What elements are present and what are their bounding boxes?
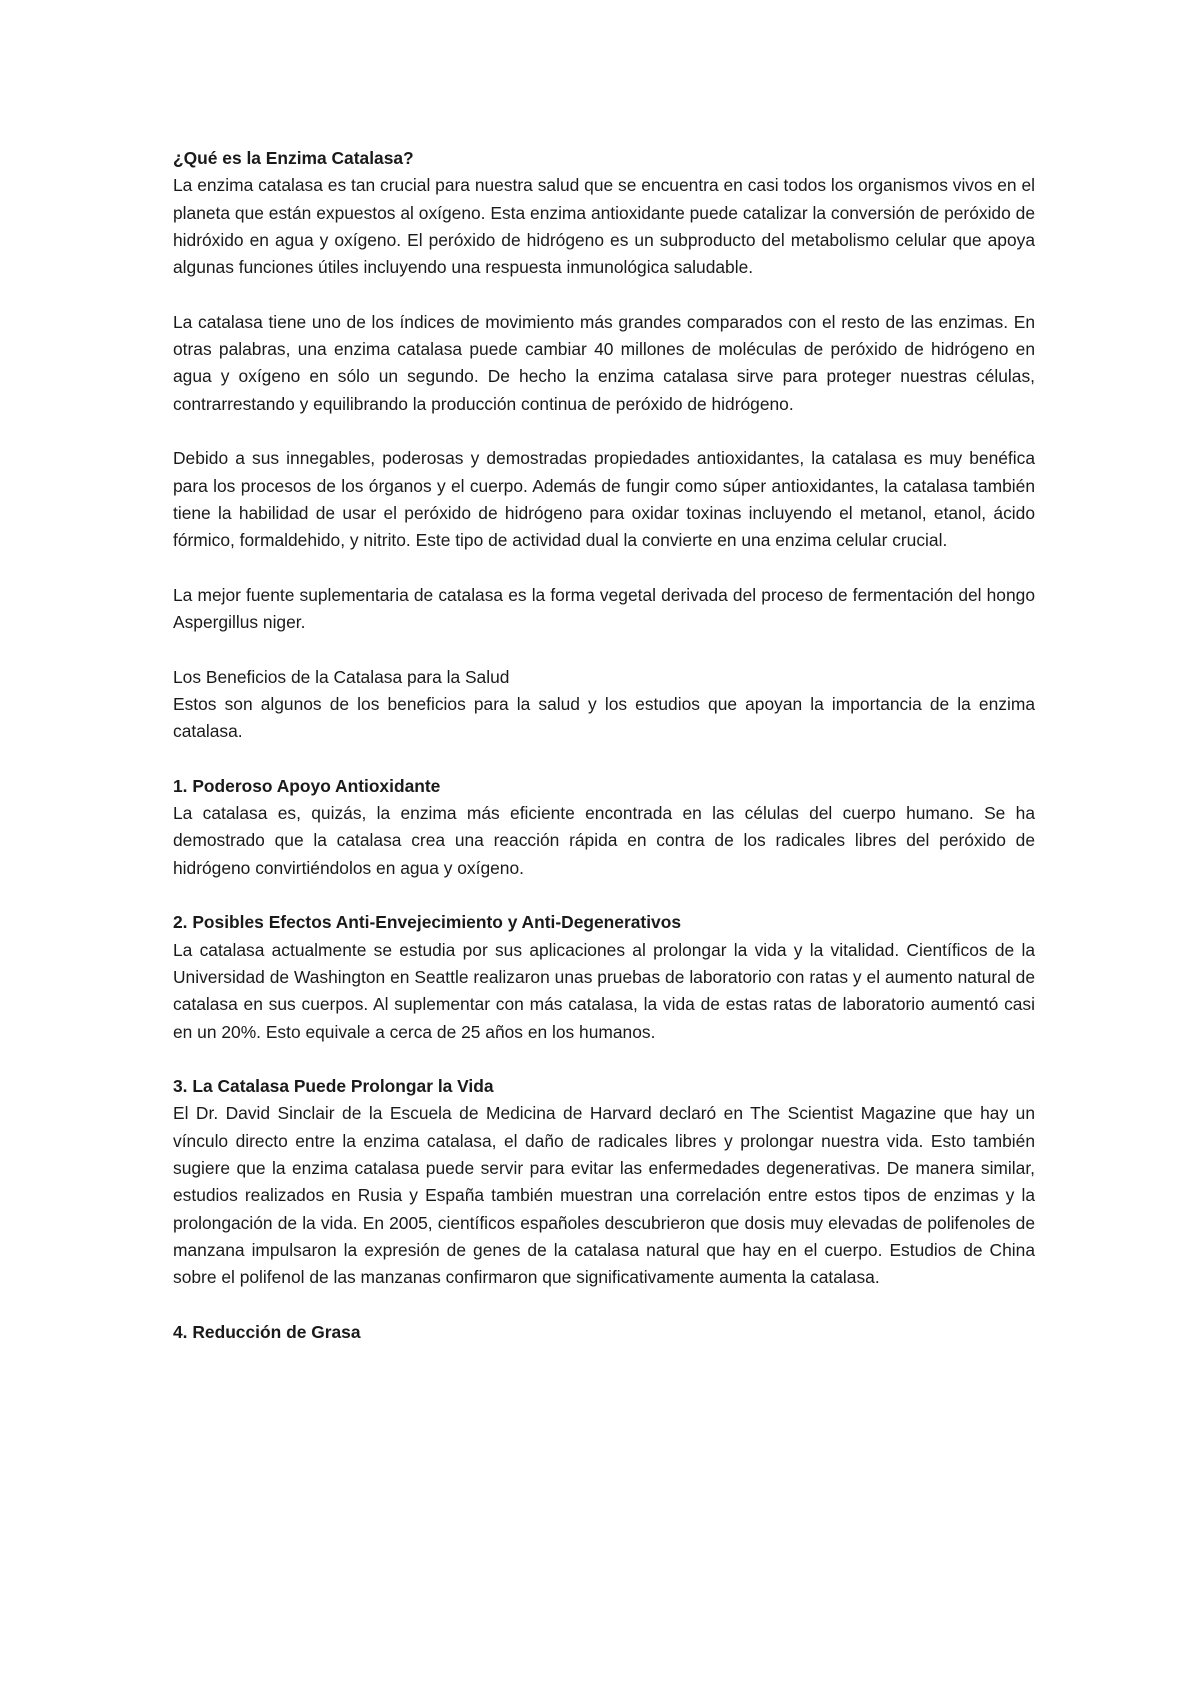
section-heading-1: 1. Poderoso Apoyo Antioxidante [173,775,441,796]
section-body-1: La catalasa es, quizás, la enzima más eficiente encontrada en las células del cuerpo humano. Se ha demostrado que la catalasa crea una reacción rápida en contra de los radicales libres del peróxido de hidrógeno convirtiéndolos en agua y oxígeno. [173,803,1035,878]
paragraph-spacer [173,281,1035,308]
paragraph-spacer [173,1046,1035,1073]
body-paragraph-2: La catalasa tiene uno de los índices de movimiento más grandes comparados con el resto de las enzimas. En otras palabras, una enzima catalasa puede cambiar 40 millones de moléculas de peróxido de hidrógeno en agua y oxígeno en sólo un segundo. De hecho la enzima catalasa sirve para proteger nuestras células, contrarrestando y equilibrando la producción continua de peróxido de hidrógeno. [173,311,1035,414]
body-paragraph-4: La mejor fuente suplementaria de catalasa es la forma vegetal derivada del proceso de fermentación del hongo Aspergillus niger. [173,584,1035,633]
section-heading-4: 4. Reducción de Grasa [173,1321,361,1342]
paragraph-spacer [173,418,1035,445]
intro-paragraph: La enzima catalasa es tan crucial para nuestra salud que se encuentra en casi todos los organismos vivos en el planeta que están expuestos al oxígeno. Esta enzima antioxidante puede catalizar la conversión de peróxido de hidróxido en agua y oxígeno. El peróxido de hidrógeno es un subproducto del metabolismo celular que apoya algunas funciones útiles incluyendo una respuesta inmunológica saludable. [173,175,1035,278]
paragraph-spacer [173,554,1035,581]
section-body-3: El Dr. David Sinclair de la Escuela de Medicina de Harvard declaró en The Scientist Magazine que hay un vínculo directo entre la enzima catalasa, el daño de radicales libres y prolongar nuestra vida. Esto también sugiere que la enzima catalasa puede servir para evitar las enfermedades degenerativas. De manera similar, estudios realizados en Rusia y España también muestran una correlación entre estos tipos de enzimas y la prolongación de la vida. En 2005, científicos españoles descubrieron que dosis muy elevadas de polifenoles de manzana impulsaron la expresión de genes de la catalasa natural que hay en el cuerpo. Estudios de China sobre el polifenol de las manzanas confirmaron que significativamente aumenta la catalasa. [173,1103,1035,1288]
benefits-heading: Los Beneficios de la Catalasa para la Salud [173,666,510,687]
body-paragraph-3: Debido a sus innegables, poderosas y demostradas propiedades antioxidantes, la catalasa es muy benéfica para los procesos de los órganos y el cuerpo. Además de fungir como súper antioxidantes, la catalasa también tiene la habilidad de usar el peróxido de hidrógeno para oxidar toxinas incluyendo el metanol, etanol, ácido fórmico, formaldehido, y nitrito. Este tipo de actividad dual la convierte en una enzima celular crucial. [173,448,1035,551]
document-title: ¿Qué es la Enzima Catalasa? [173,148,414,168]
section-heading-3: 3. La Catalasa Puede Prolongar la Vida [173,1076,494,1097]
document-page [173,145,1035,1346]
section-body-2: La catalasa actualmente se estudia por sus aplicaciones al prolongar la vida y la vitalidad. Científicos de la Universidad de Washington en Seattle realizaron unas pruebas de laboratorio con ratas y el aumento natural de catalasa en sus cuerpos. Al suplementar con más catalasa, la vida de estas ratas de laboratorio aumentó casi en un 20%. Esto equivale a cerca de 25 años en los humanos. [173,939,1035,1042]
paragraph-spacer [173,1291,1035,1318]
benefits-intro: Estos son algunos de los beneficios para la salud y los estudios que apoyan la importancia de la enzima catalasa. [173,693,1035,742]
paragraph-spacer [173,746,1035,773]
paragraph-spacer [173,636,1035,663]
section-heading-2: 2. Posibles Efectos Anti-Envejecimiento y Anti-Degenerativos [173,912,682,933]
paragraph-spacer [173,882,1035,909]
